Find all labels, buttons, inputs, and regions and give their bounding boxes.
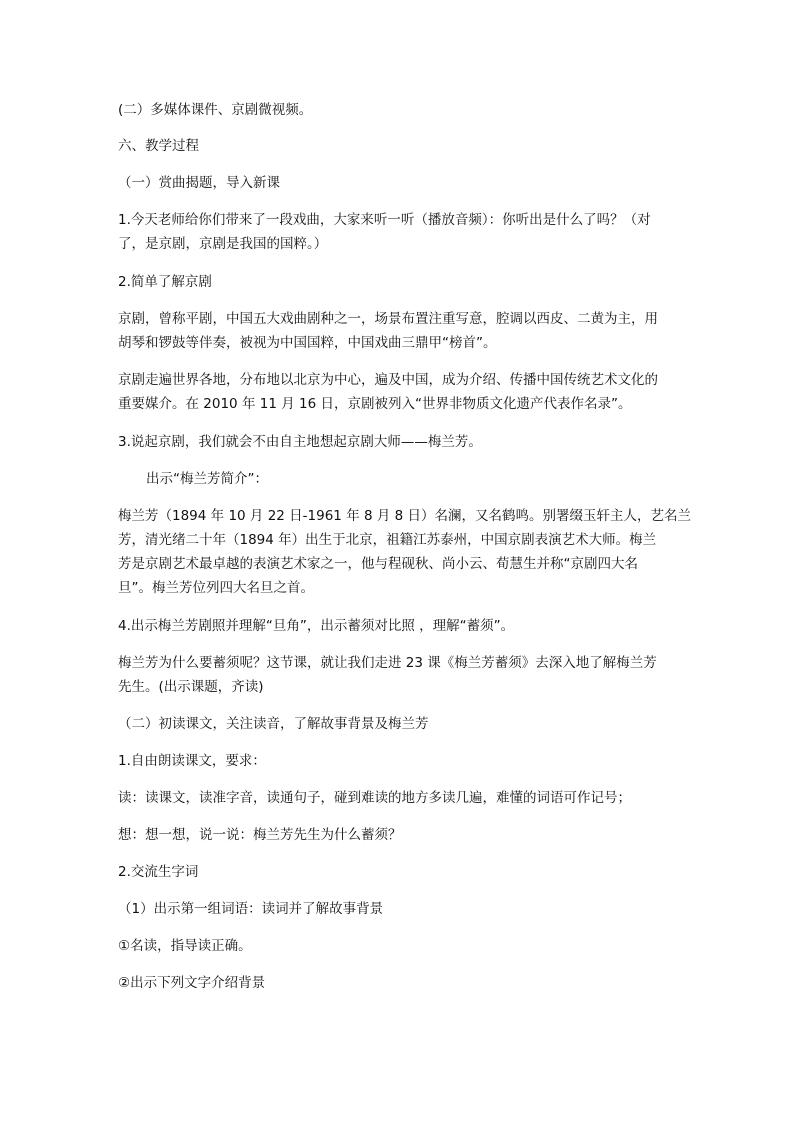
step-one: ①名读，指导读正确。 bbox=[118, 938, 252, 954]
item-heading-peking-opera: 2.简单了解京剧 bbox=[118, 274, 212, 290]
item-mei-lanfang-mention: 3.说起京剧，我们就会不由自主地想起京剧大师——梅兰芳。 bbox=[118, 434, 482, 450]
materials-line: (二）多媒体课件、京剧微视频。 bbox=[118, 102, 313, 118]
text-line: 重要媒介。在 2010 年 11 月 16 日，京剧被列入“世界非物质文化遗产代表作名录”。 bbox=[118, 396, 632, 412]
subsection-heading-first-reading: （二）初读课文，关注读音，了解故事背景及梅兰芳 bbox=[118, 716, 429, 732]
text-line: 京剧走遍世界各地，分布地以北京为中心，遍及中国，成为介绍、传播中国传统艺术文化的 bbox=[118, 372, 658, 388]
requirement-think: 想：想一想，说一说：梅兰芳先生为什么蓄须？ bbox=[118, 827, 402, 843]
item-vocabulary: 2.交流生字词 bbox=[118, 864, 199, 880]
paragraph-mei-lanfang-bio bbox=[118, 504, 692, 600]
text-line: 胡琴和锣鼓等伴奏，被视为中国国粹，中国戏曲三鼎甲“榜首”。 bbox=[118, 335, 497, 351]
item-free-reading: 1.自由朗读课文，要求： bbox=[118, 753, 266, 769]
text-line: 梅兰芳（1894 年 10 月 22 日-1961 年 8 月 8 日）名澜，又名鹤鸣。别署缀玉轩主人，艺名兰 bbox=[118, 508, 692, 524]
show-bio-line: 出示“梅兰芳简介”： bbox=[146, 471, 268, 487]
requirement-read: 读：读课文，读准字音，读通句子，碰到难读的地方多读几遍，难懂的词语可作记号； bbox=[118, 790, 631, 806]
section-heading-teaching-process: 六、教学过程 bbox=[118, 138, 199, 154]
text-line: 1.今天老师给你们带来了一段戏曲，大家来听一听（播放音频）：你听出是什么了吗？（对 bbox=[118, 212, 651, 228]
text-line: 京剧，曾称平剧，中国五大戏曲剧种之一，场景布置注重写意，腔调以西皮、二黄为主，用 bbox=[118, 311, 658, 327]
text-line: 先生。(出示课题，齐读) bbox=[118, 679, 264, 695]
item-show-photos: 4.出示梅兰芳剧照并理解“旦角”，出示蓄须对比照 ，理解“蓄须”。 bbox=[118, 618, 515, 634]
text-line: 梅兰芳为什么要蓄须呢？这节课，就让我们走进 23 课《梅兰芳蓄须》去深入地了解梅兰芳 bbox=[118, 655, 657, 671]
text-line: 了，是京剧，京剧是我国的国粹。） bbox=[118, 236, 328, 252]
paragraph-listen-audio bbox=[118, 208, 678, 256]
subitem-first-word-group: （1）出示第一组词语：读词并了解故事背景 bbox=[118, 901, 384, 917]
paragraph-why-beard bbox=[118, 651, 678, 699]
paragraph-peking-opera-spread bbox=[118, 368, 678, 416]
step-two: ②出示下列文字介绍背景 bbox=[118, 975, 266, 991]
subsection-heading-intro: （一）赏曲揭题，导入新课 bbox=[118, 175, 280, 191]
text-line: 芳是京剧艺术最卓越的表演艺术家之一，他与程砚秋、尚小云、荀慧生并称“京剧四大名 bbox=[118, 556, 638, 572]
paragraph-peking-opera-intro bbox=[118, 307, 678, 355]
text-line: 芳，清光绪二十年（1894 年）出生于北京，祖籍江苏泰州，中国京剧表演艺术大师。梅兰 bbox=[118, 532, 657, 548]
text-line: 旦”。梅兰芳位列四大名旦之首。 bbox=[118, 580, 314, 596]
